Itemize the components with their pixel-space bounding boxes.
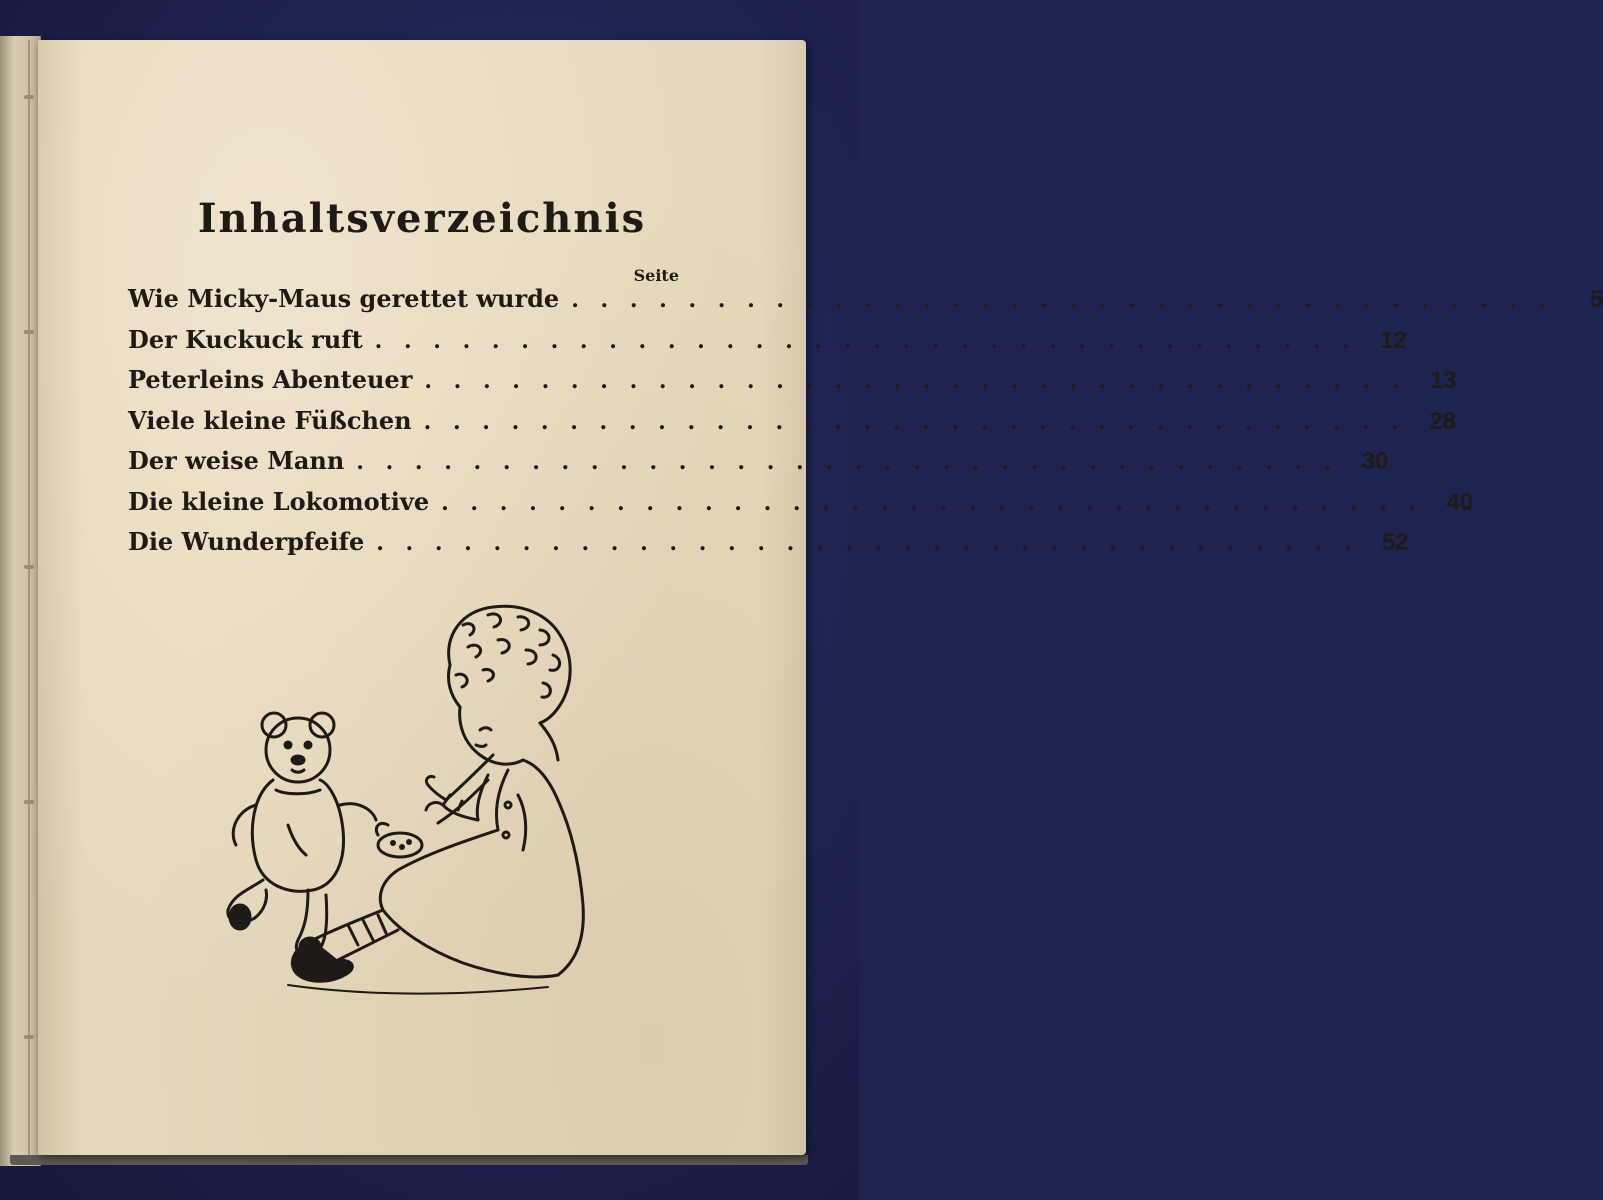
toc-entry-title: Viele kleine Füßchen: [128, 405, 412, 435]
binding-stitch: [24, 565, 34, 569]
biscuit-in-hand: [376, 823, 422, 857]
toc-entry-page: 30: [1361, 448, 1389, 475]
toc-entry: [128, 446, 1389, 487]
binding-stitch: [24, 800, 34, 804]
book-spine-edge: [0, 36, 41, 1166]
toc-entry: [128, 486, 1474, 528]
toc-leader-dots: . . . . . . . . . . . . . . . . . . . . . . . . . . . . . . . . . .: [376, 530, 1359, 556]
table-of-contents: [128, 284, 1603, 568]
toc-entry-page: 5: [1590, 286, 1603, 313]
binding-stitch: [24, 330, 34, 334]
child-with-teddy-bear-illustration: [188, 595, 618, 1015]
child-body: [380, 723, 583, 977]
binding-stitch: [24, 95, 34, 99]
toc-entry-title: Wie Micky-Maus gerettet wurde: [128, 284, 560, 313]
toc-entry: [128, 365, 1457, 406]
teddy-bear: [228, 713, 376, 956]
binding-stitch: [24, 1035, 34, 1039]
toc-leader-dots: . . . . . . . . . . . . . . . . . . . . . . . . . . . . . . . . . .: [424, 368, 1407, 394]
toc-entry: [128, 527, 1409, 568]
toc-entry-title: Peterleins Abenteuer: [128, 365, 413, 394]
toc-entry-title: Die kleine Lokomotive: [128, 486, 430, 516]
toc-entry-title: Die Wunderpfeife: [128, 527, 365, 556]
toc-entry: [128, 324, 1407, 366]
toc-entry-page: 40: [1446, 488, 1474, 516]
toc-entry-title: Der Kuckuck ruft: [128, 324, 363, 354]
floor-line: [288, 985, 548, 994]
toc-leader-dots: . . . . . . . . . . . . . . . . . . . . . . . . . . . . . . . . . .: [441, 489, 1424, 516]
toc-leader-dots: . . . . . . . . . . . . . . . . . . . . . . . . . . . . . . . . . .: [356, 449, 1339, 475]
child-hair: [448, 606, 570, 723]
toc-leader-dots: . . . . . . . . . . . . . . . . . . . . . . . . . . . . . . . . . .: [571, 287, 1554, 313]
page-title: Inhaltsverzeichnis: [197, 195, 647, 242]
toc-entry-title: Der weise Mann: [128, 446, 345, 475]
toc-entry-page: 52: [1381, 529, 1409, 556]
toc-entry-page: 12: [1380, 326, 1407, 354]
book-page: [38, 40, 1603, 1155]
toc-entry: [128, 405, 1456, 447]
toc-leader-dots: . . . . . . . . . . . . . . . . . . . . . . . . . . . . . . . . . .: [423, 408, 1406, 435]
toc-entry-page: 28: [1429, 407, 1456, 435]
toc-entry: [128, 284, 1603, 325]
toc-entry-page: 13: [1429, 367, 1457, 394]
toc-leader-dots: . . . . . . . . . . . . . . . . . . . . . . . . . . . . . . . . . .: [374, 327, 1357, 354]
binding-line: [28, 40, 30, 1160]
page-column-label: Seite: [633, 266, 679, 285]
page-bottom-edge: [10, 1155, 808, 1165]
